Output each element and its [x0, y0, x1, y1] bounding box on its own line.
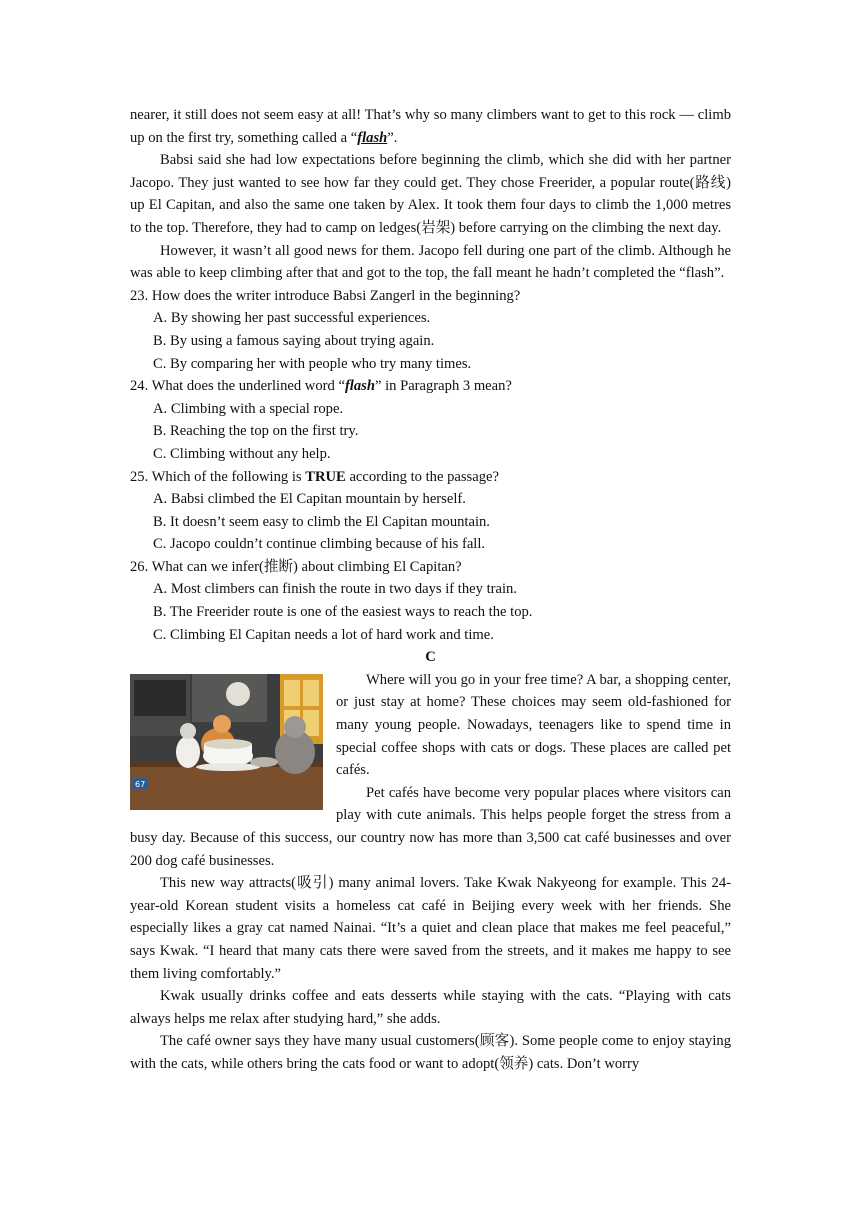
question-24 — [130, 375, 731, 398]
text: nearer, it still does not seem easy at all! That’s why so many climbers want to get to this rock — climb up on the first try, something called a “ — [130, 107, 731, 146]
option-23c: C. By comparing her with people who try many times. — [153, 355, 472, 372]
question-26: 26. What can we infer(推断) about climbing El Capitan? — [130, 558, 462, 575]
price-tag-label: 67 — [135, 779, 146, 789]
text: 24. What does the underlined word “ — [130, 378, 345, 395]
paragraph-b3: However, it wasn’t all good news for them. Jacopo fell during one part of the climb. Although he was able to keep climbing after that and got to the top, the fall meant he hadn’t completed the “flash”. — [130, 242, 731, 282]
flash-word: flash — [357, 129, 388, 146]
text: according to the passage? — [345, 468, 499, 485]
text: ” in Paragraph 3 mean? — [374, 378, 512, 395]
paragraph-c1: Where will you go in your free time? A bar, a shopping center, or just stay at home? These choices may seem old-fashioned for many young people. Nowadays, teenagers like to spend time in special coffee shops with cats or dogs. These places are called pet cafés. — [336, 671, 731, 779]
option-25a: A. Babsi climbed the El Capitan mountain by herself. — [153, 491, 466, 508]
section-heading-c: C — [425, 649, 436, 666]
question-25 — [130, 466, 731, 489]
paragraph-c3: This new way attracts(吸引) many animal lovers. Take Kwak Nakyeong for example. This 24-year-old Korean student visits a homeless cat café in Beijing every week with her friends. She especially likes a gray cat named Nainai. “It’s a quiet and clean place that makes me feel peaceful,” says Kwak. “I heard that many cats there were saved from the streets, and it makes me happy to see them living comfortably.” — [130, 875, 731, 982]
option-25b: B. It doesn’t seem easy to climb the El Capitan mountain. — [153, 513, 490, 530]
option-23a: A. By showing her past successful experiences. — [153, 310, 431, 327]
option-26a: A. Most climbers can finish the route in two days if they train. — [153, 581, 517, 598]
option-26b: B. The Freerider route is one of the easiest ways to reach the top. — [153, 604, 533, 621]
text: ”. — [387, 129, 398, 146]
true-word: TRUE — [305, 468, 346, 485]
paragraph-c5: The café owner says they have many usual customers(顾客). Some people come to enjoy staying with the cats, while others bring the cats food or want to adopt(领养) cats. Don’t worry — [130, 1033, 731, 1072]
cats-in-cafe-photo-icon — [130, 674, 323, 810]
paragraph-b1-continued — [130, 104, 731, 149]
cats-in-cafe-photo — [130, 674, 323, 810]
document-page — [130, 104, 731, 1076]
flash-word: flash — [344, 378, 375, 395]
option-23b: B. By using a famous saying about trying again. — [153, 332, 435, 349]
text: 25. Which of the following is — [130, 468, 306, 485]
paragraph-c4: Kwak usually drinks coffee and eats desserts while staying with the cats. “Playing with cats always helps me relax after studying hard,” she adds. — [130, 988, 731, 1027]
paragraph-c2: Pet cafés have become very popular places where visitors can play with cute animals. This helps people forget the stress from a busy day. Because of this success, our country now has more than 3,500 cat café businesses and over 200 dog café businesses. — [130, 784, 731, 869]
option-24b: B. Reaching the top on the first try. — [153, 423, 359, 440]
option-26c: C. Climbing El Capitan needs a lot of hard work and time. — [153, 626, 494, 643]
option-25c: C. Jacopo couldn’t continue climbing because of his fall. — [153, 536, 486, 553]
option-24c: C. Climbing without any help. — [153, 445, 331, 462]
paragraph-b2: Babsi said she had low expectations before beginning the climb, which she did with her partner Jacopo. They just wanted to see how far they could get. They chose Freerider, a popular route(路线) up El Capitan, and also the same one taken by Alex. It took them four days to climb the 1,000 metres to the top. Therefore, they had to camp on ledges(岩架) before carrying on the climbing the next day. — [130, 152, 731, 236]
question-23: 23. How does the writer introduce Babsi Zangerl in the beginning? — [130, 287, 521, 304]
option-24a: A. Climbing with a special rope. — [153, 400, 344, 417]
